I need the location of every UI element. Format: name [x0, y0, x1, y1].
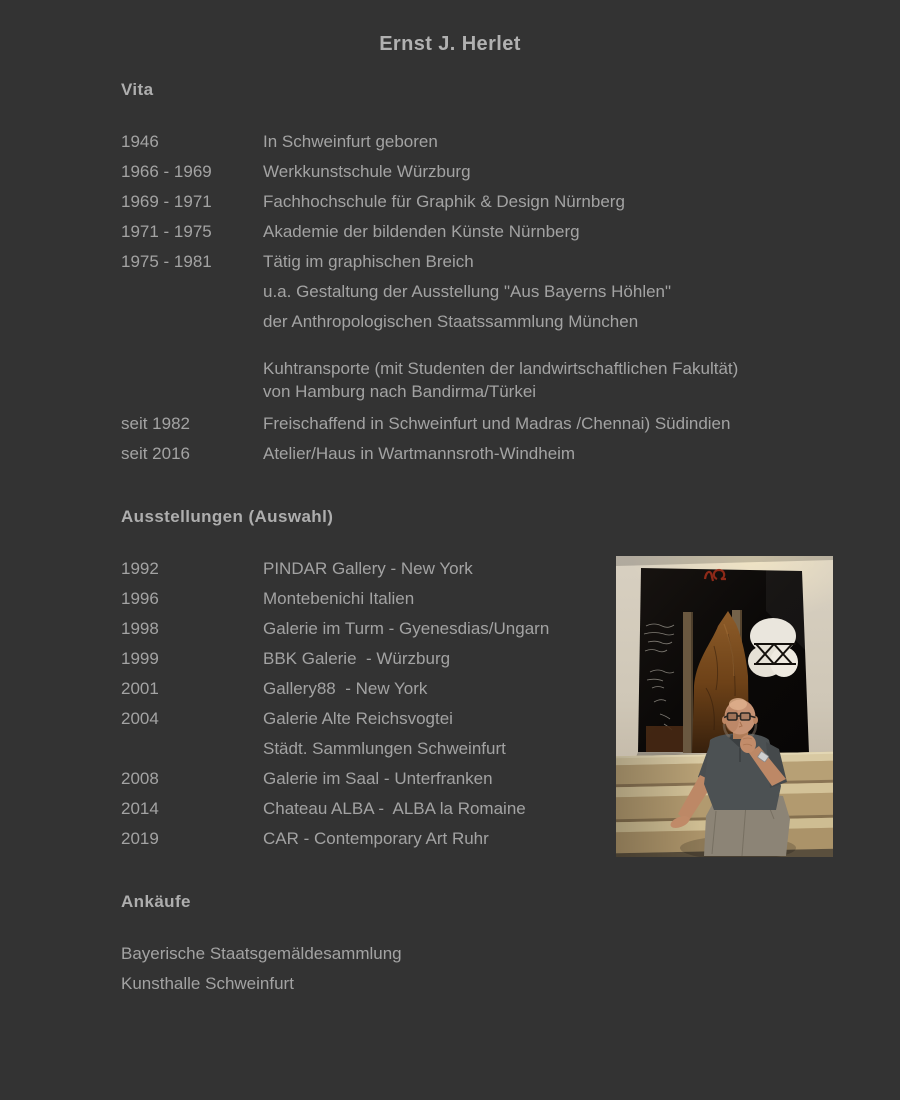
exhibition-year: 1996 — [121, 589, 159, 608]
exhibition-text: Montebenichi Italien — [263, 589, 415, 608]
exhibition-year: 2001 — [121, 679, 159, 698]
purchase-item: Bayerische Staatsgemäldesammlung — [121, 944, 402, 963]
purchase-item: Kunsthalle Schweinfurt — [121, 974, 294, 993]
exhibition-text: CAR - Contemporary Art Ruhr — [263, 829, 489, 848]
vita-date — [121, 307, 263, 337]
vita-date: 1946 — [121, 132, 159, 151]
exhibition-text: Chateau ALBA - ALBA la Romaine — [263, 799, 526, 818]
exhibition-year — [121, 734, 263, 764]
vita-gap — [121, 337, 821, 357]
exhibition-text: Gallery88 - New York — [263, 679, 428, 698]
vita-date: 1969 - 1971 — [121, 192, 212, 211]
exhibition-text: BBK Galerie - Würzburg — [263, 649, 451, 668]
vita-row — [121, 157, 821, 187]
vita-text: Tätig im graphischen Breich — [263, 252, 474, 271]
vita-date: 1975 - 1981 — [121, 252, 212, 271]
vita-text: Werkkunstschule Würzburg — [263, 162, 471, 181]
vita-text: von Hamburg nach Bandirma/Türkei — [263, 382, 537, 401]
vita-list — [121, 127, 821, 469]
vita-row — [121, 247, 821, 277]
purchases-list — [121, 939, 402, 999]
vita-text: Atelier/Haus in Wartmannsroth-Windheim — [263, 444, 576, 463]
vita-row — [121, 277, 821, 307]
exhibition-year: 2014 — [121, 799, 159, 818]
purchases-heading: Ankäufe — [121, 892, 191, 911]
glasses — [724, 713, 756, 720]
exhibition-text: Galerie im Saal - Unterfranken — [263, 769, 493, 788]
vita-row — [121, 187, 821, 217]
vita-paragraph-lines — [263, 357, 738, 403]
vita-text: In Schweinfurt geboren — [263, 132, 438, 151]
exhibition-year: 2019 — [121, 829, 159, 848]
vita-paragraph — [121, 357, 821, 403]
exhibition-year: 2008 — [121, 769, 159, 788]
page-title: Ernst J. Herlet — [379, 33, 521, 55]
vita-heading: Vita — [121, 80, 154, 99]
artist-photo — [616, 556, 833, 857]
vita-text: u.a. Gestaltung der Ausstellung "Aus Bayerns Höhlen" — [263, 282, 672, 301]
white-cloud — [748, 618, 798, 677]
exhibition-text: Galerie Alte Reichsvogtei — [263, 709, 453, 728]
vita-text: der Anthropologischen Staatssammlung München — [263, 312, 639, 331]
vita-row — [121, 127, 821, 157]
vita-date: seit 1982 — [121, 414, 190, 433]
vita-date: seit 2016 — [121, 444, 190, 463]
exhibition-text: Galerie im Turm - Gyenesdias/Ungarn — [263, 619, 550, 638]
vita-text: Akademie der bildenden Künste Nürnberg — [263, 222, 580, 241]
vita-date — [121, 357, 263, 403]
vita-row — [121, 307, 821, 337]
vita-row — [121, 217, 821, 247]
exhibition-text: PINDAR Gallery - New York — [263, 559, 473, 578]
bald-highlight — [729, 698, 747, 710]
vita-text: Fachhochschule für Graphik & Design Nürnberg — [263, 192, 625, 211]
exhibition-year: 1998 — [121, 619, 159, 638]
artist-photo-graphic — [616, 556, 833, 857]
exhibition-year: 1992 — [121, 559, 159, 578]
exhibition-year: 2004 — [121, 709, 159, 728]
exhibitions-heading: Ausstellungen (Auswahl) — [121, 507, 334, 526]
exhibition-text: Städt. Sammlungen Schweinfurt — [263, 739, 506, 758]
exhibition-year: 1999 — [121, 649, 159, 668]
vita-date — [121, 277, 263, 307]
vita-text: Freischaffend in Schweinfurt und Madras /Chennai) Südindien — [263, 414, 731, 433]
vita-date: 1971 - 1975 — [121, 222, 212, 241]
artwork-canvas — [636, 568, 813, 762]
vita-text: Kuhtransporte (mit Studenten der landwirtschaftlichen Fakultät) — [263, 359, 739, 378]
vita-row — [121, 409, 821, 439]
vita-row — [121, 439, 821, 469]
vita-date: 1966 - 1969 — [121, 162, 212, 181]
